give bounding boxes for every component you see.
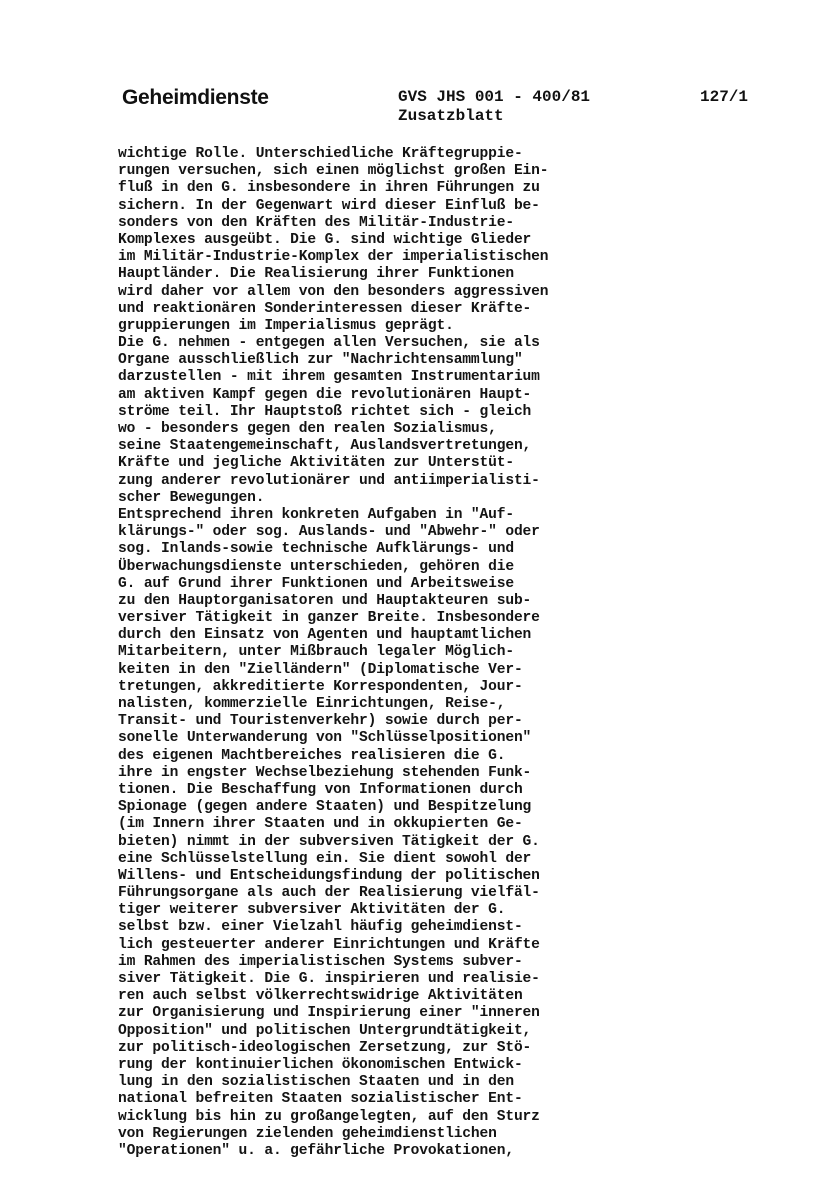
text-line: (im Innern ihrer Staaten und in okkupierten Ge- [118,816,523,833]
text-line: Willens- und Entscheidungsfindung der politischen [118,867,540,884]
text-line: national befreiten Staaten sozialistischer Ent- [118,1091,523,1108]
text-line: zung anderer revolutionärer und antiimperialisti- [118,472,540,489]
text-line: Führungsorgane als auch der Realisierung vielfäl- [118,885,540,902]
body-text [118,146,638,1160]
text-line: ren auch selbst völkerrechtswidrige Aktivitäten [118,988,523,1005]
text-line: wicklung bis hin zu großangelegten, auf den Sturz [118,1108,540,1125]
text-line: im Rahmen des imperialistischen Systems subver- [118,953,523,970]
classification-reference: GVS JHS 001 - 400/81 [398,88,591,106]
text-line: sog. Inlands-sowie technische Aufklärungs- und [118,541,514,558]
text-line: Überwachungsdienste unterschieden, gehören die [118,558,514,575]
text-line: ihre in engster Wechselbeziehung stehenden Funk- [118,764,532,781]
text-line: eine Schlüsselstellung ein. Sie dient sowohl der [118,850,532,867]
text-line: tretungen, akkreditierte Korrespondenten, Jour- [118,678,523,695]
text-line: sichern. In der Gegenwart wird dieser Einfluß be- [118,197,540,214]
text-line: tionen. Die Beschaffung von Informationen durch [118,781,523,798]
text-line: Hauptländer. Die Realisierung ihrer Funktionen [118,266,514,283]
text-line: des eigenen Machtbereiches realisieren die G. [118,747,506,764]
text-line: rungen versuchen, sich einen möglichst großen Ein- [118,163,549,180]
text-line: lung in den sozialistischen Staaten und in den [118,1074,514,1091]
page-number: 127/1 [700,88,749,106]
text-line: Entsprechend ihren konkreten Aufgaben in "Auf- [118,506,514,523]
text-line: Organe ausschließlich zur "Nachrichtensammlung" [118,352,523,369]
supplement-label: Zusatzblatt [398,107,504,125]
text-line: zu den Hauptorganisatoren und Hauptakteuren sub- [118,592,532,609]
text-line: Transit- und Touristenverkehr) sowie durch per- [118,713,523,730]
text-line: Komplexes ausgeübt. Die G. sind wichtige Glieder [118,231,532,248]
text-line: wichtige Rolle. Unterschiedliche Kräftegruppie- [118,146,523,162]
text-line: Spionage (gegen andere Staaten) und Bespitzelung [118,799,532,816]
text-line: zur Organisierung und Inspirierung einer "inneren [118,1005,540,1022]
text-line: Kräfte und jegliche Aktivitäten zur Unterstüt- [118,455,514,472]
text-line: sonders von den Kräften des Militär-Industrie- [118,214,514,231]
text-line: gruppierungen im Imperialismus geprägt. [118,317,454,334]
text-line: G. auf Grund ihrer Funktionen und Arbeitsweise [118,575,514,592]
text-line: fluß in den G. insbesondere in ihren Führungen zu [118,180,540,197]
text-line: von Regierungen zielenden geheimdienstlichen [118,1125,497,1142]
text-line: und reaktionären Sonderinteressen dieser Kräfte- [118,300,532,317]
text-line: sonelle Unterwanderung von "Schlüsselpositionen" [118,730,532,747]
text-line: lich gesteuerter anderer Einrichtungen und Kräfte [118,936,540,953]
text-line: im Militär-Industrie-Komplex der imperialistischen [118,249,549,266]
text-line: Die G. nehmen - entgegen allen Versuchen, sie als [118,335,540,352]
text-line: nalisten, kommerzielle Einrichtungen, Reise-, [118,696,506,712]
text-line: am aktiven Kampf gegen die revolutionären Haupt- [118,386,532,403]
text-line: wo - besonders gegen den realen Sozialismus, [118,421,497,437]
text-line: scher Bewegungen. [118,489,265,506]
text-line: tiger weiterer subversiver Aktivitäten der G. [118,902,506,919]
text-line: Mitarbeitern, unter Mißbrauch legaler Möglich- [118,644,514,661]
text-line: durch den Einsatz von Agenten und hauptamtlichen [118,627,532,644]
text-line: versiver Tätigkeit in ganzer Breite. Insbesondere [118,610,540,627]
text-line: bieten) nimmt in der subversiven Tätigkeit der G. [118,833,540,850]
text-line: zur politisch-ideologischen Zersetzung, zur Stö- [118,1039,532,1056]
text-line: ströme teil. Ihr Hauptstoß richtet sich - gleich [118,403,532,420]
text-line: rung der kontinuierlichen ökonomischen Entwick- [118,1056,523,1073]
text-line: wird daher vor allem von den besonders aggressiven [118,283,549,300]
text-line: seine Staatengemeinschaft, Auslandsvertretungen, [118,438,532,455]
text-line: Opposition" und politischen Untergrundtätigkeit, [118,1022,532,1039]
document-title: Geheimdienste [122,86,269,109]
text-line: darzustellen - mit ihrem gesamten Instrumentarium [118,369,540,386]
text-line: klärungs-" oder sog. Auslands- und "Abwehr-" oder [118,524,540,541]
text-line: keiten in den "Zielländern" (Diplomatische Ver- [118,661,523,678]
text-line: "Operationen" u. a. gefährliche Provokationen, [118,1142,514,1159]
text-line: siver Tätigkeit. Die G. inspirieren und realisie- [118,971,540,987]
text-line: selbst bzw. einer Vielzahl häufig geheimdienst- [118,919,523,936]
document-reference-block [398,88,590,126]
